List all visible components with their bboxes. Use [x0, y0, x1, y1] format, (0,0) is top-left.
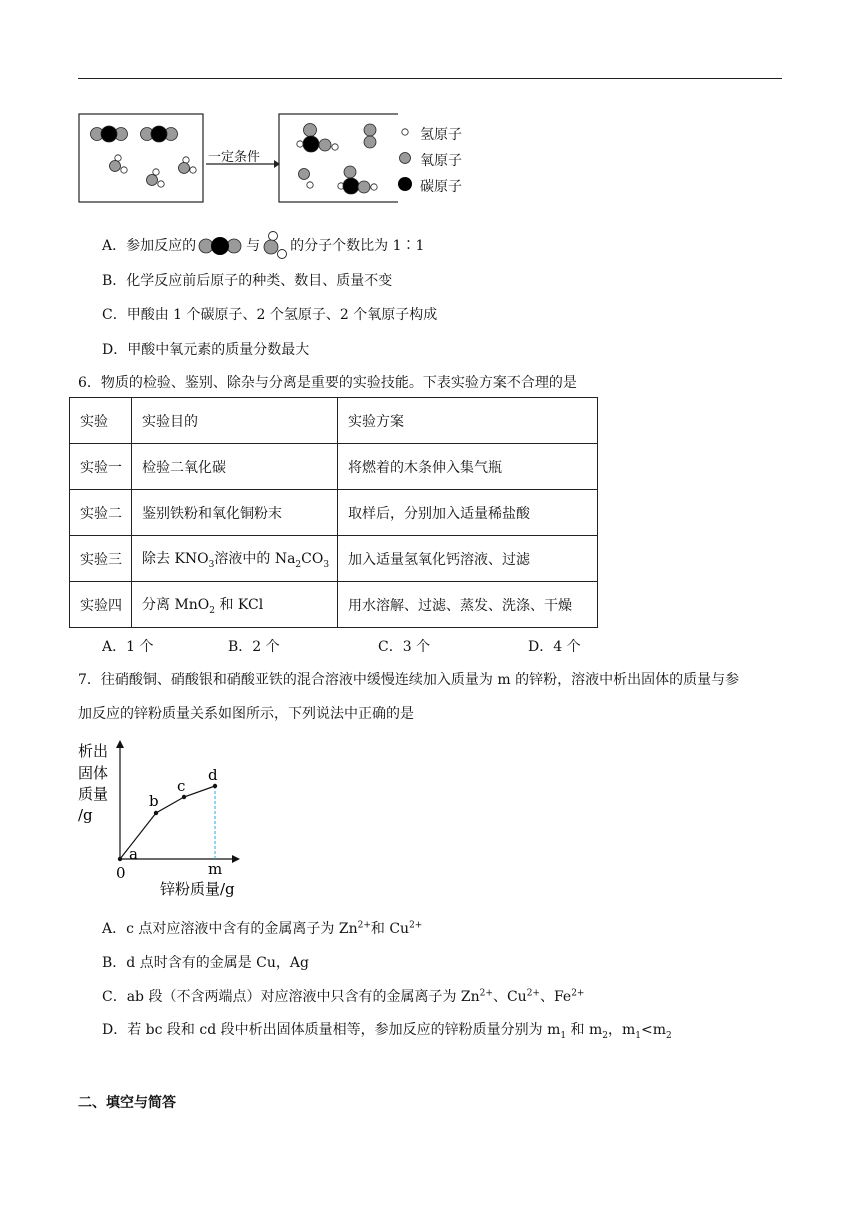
q6-options — [102, 636, 602, 656]
table-cell: 加入适量氢氧化钙溶液、过滤 — [338, 536, 598, 582]
h2-molecule — [147, 169, 165, 187]
y-axis-label-line: 固体 — [78, 764, 109, 782]
x-mark-label: m — [208, 860, 223, 878]
h2-molecule-icon — [260, 230, 290, 262]
table-cell: 分离 MnO$_2$ 和 KCl — [132, 582, 338, 628]
legend-icons — [397, 124, 415, 194]
x-axis-arrow — [232, 855, 240, 863]
table-row — [70, 444, 598, 490]
table-cell: 实验三 — [70, 536, 132, 582]
table-cell: 除去 $KNO_3$溶液中的 $Na_2CO_3$ — [132, 536, 338, 582]
h2-molecule — [299, 169, 314, 189]
co2-molecule — [141, 126, 178, 142]
experiment-table — [69, 397, 598, 628]
table-header: 实验目的 — [132, 398, 338, 444]
table-header: 实验 — [70, 398, 132, 444]
header-rule — [78, 78, 782, 79]
y-axis-arrow — [116, 740, 124, 748]
carbon-atom-icon — [398, 177, 412, 191]
table-header-row — [70, 398, 598, 444]
formic-acid-molecule — [338, 166, 377, 194]
table-row — [70, 490, 598, 536]
q6-option-c: C．3 个 — [378, 639, 431, 655]
legend-oxygen: 氧原子 — [420, 153, 462, 169]
h2-molecule — [110, 155, 128, 173]
co2-molecule-icon — [196, 236, 246, 256]
table-row — [70, 582, 598, 628]
section-heading: 二、填空与简答 — [78, 1095, 176, 1111]
table-cell: 实验二 — [70, 490, 132, 536]
y-axis-label-line: 质量 — [78, 785, 109, 803]
q6-option-d: D．4 个 — [528, 639, 581, 655]
oxygen-molecule — [364, 124, 376, 148]
table-cell: 检验二氧化碳 — [132, 444, 338, 490]
table-cell: 鉴别铁粉和氧化铜粉末 — [132, 490, 338, 536]
table-row — [70, 536, 598, 582]
point-c — [182, 795, 186, 799]
q7-option-c: C．ab 段（不含两端点）对应溶液中只含有的金属离子为 $Zn^{2+}$、$Cu^{2+}$、$Fe^{2+}$ — [102, 988, 585, 1005]
table-cell: 实验一 — [70, 444, 132, 490]
q5-option-b: B．化学反应前后原子的种类、数目、质量不变 — [102, 273, 393, 289]
x-axis-label: 锌粉质量/g — [160, 880, 235, 898]
origin-label: 0 — [116, 864, 126, 882]
label-c: c — [177, 777, 186, 795]
zinc-chart — [74, 736, 264, 898]
table-cell: 实验四 — [70, 582, 132, 628]
q7-option-a: A．c 点对应溶液中含有的金属离子为 $Zn^{2+}$和 $Cu^{2+}$ — [102, 920, 423, 937]
table-cell: 将燃着的木条伸入集气瓶 — [338, 444, 598, 490]
q6-option-b: B．2 个 — [228, 639, 280, 655]
table-cell: 取样后，分别加入适量稀盐酸 — [338, 490, 598, 536]
co2-molecule — [91, 126, 128, 142]
label-d: d — [208, 766, 218, 784]
point-b — [154, 811, 158, 815]
label-a: a — [129, 845, 138, 863]
y-axis-label-line: 析出 — [78, 742, 109, 760]
label-b: b — [149, 792, 159, 810]
formic-acid-molecule — [297, 124, 338, 153]
q7-stem-line1: 7．往硝酸铜、硝酸银和硝酸亚铁的混合溶液中缓慢连续加入质量为 m 的锌粉，溶液中析出固体的质量与参 — [78, 672, 740, 688]
arrow-label: 一定条件 — [208, 150, 261, 165]
q5-option-a: A．参加反应的 与 的分子个数比为 1∶1 — [102, 230, 424, 262]
point-a — [118, 857, 122, 861]
q6-option-a: A．1 个 — [102, 639, 154, 655]
legend-carbon: 碳原子 — [420, 179, 462, 195]
h2-molecule — [179, 157, 197, 174]
point-d — [213, 784, 217, 788]
hydrogen-atom-icon — [402, 129, 408, 135]
table-header: 实验方案 — [338, 398, 598, 444]
q7-option-b: B．d 点时含有的金属是 Cu，Ag — [102, 955, 309, 971]
q7-option-d: D．若 bc 段和 cd 段中析出固体质量相等，参加反应的锌粉质量分别为 $m_1$ 和 $m_2$，$m_1<m_2$ — [102, 1022, 672, 1041]
legend-hydrogen: 氢原子 — [420, 127, 462, 143]
y-axis-label-line: /g — [78, 806, 93, 824]
table-cell: 用水溶解、过滤、蒸发、洗涤、干燥 — [338, 582, 598, 628]
oxygen-atom-icon — [400, 153, 411, 164]
q5-option-d: D．甲酸中氧元素的质量分数最大 — [102, 342, 310, 358]
q5-option-c: C．甲酸由 1 个碳原子、2 个氢原子、2 个氧原子构成 — [102, 307, 438, 323]
q6-stem: 6．物质的检验、鉴别、除杂与分离是重要的实验技能。下表实验方案不合理的是 — [78, 375, 577, 391]
q7-stem-line2: 加反应的锌粉质量关系如图所示，下列说法中正确的是 — [78, 706, 414, 722]
